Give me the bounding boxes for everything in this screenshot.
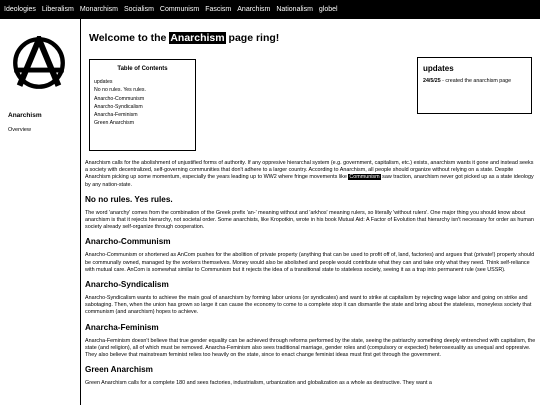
section-heading-anarcho-communism: Anarcho-Communism	[85, 237, 171, 247]
toc-link-anarcho-syndicalism[interactable]: Anarcho-Syndicalism	[94, 103, 143, 110]
main-content	[80, 19, 540, 405]
intro-highlight-link[interactable]: Communism	[349, 174, 380, 181]
table-of-contents	[89, 59, 196, 151]
toc-item	[94, 95, 191, 103]
page-title	[89, 32, 279, 44]
toc-item	[94, 111, 191, 119]
nav-item-communism[interactable]: Communism	[159, 6, 200, 13]
nav-item-globel[interactable]: globel	[318, 6, 338, 13]
update-date: 24/5/25	[423, 78, 441, 84]
section-heading-anarcho-syndicalism: Anarcho-Syndicalism	[85, 280, 169, 290]
section-heading-green-anarchism: Green Anarchism	[85, 365, 153, 375]
section-heading-rules: No no rules. Yes rules.	[85, 194, 173, 204]
toc-link-anarcha-feminism[interactable]: Anarcha-Feminism	[94, 112, 138, 119]
nav-item-socialism[interactable]: Socialism	[123, 6, 154, 13]
nav-item-liberalism[interactable]: Liberalism	[41, 6, 74, 13]
anarchy-symbol-icon	[12, 36, 66, 90]
toc-item	[94, 86, 191, 94]
toc-item	[94, 78, 191, 86]
page-title-suffix: page ring!	[225, 32, 280, 44]
sidebar-title: Anarchism	[8, 112, 42, 119]
update-entry	[423, 78, 526, 85]
nav-item-nationalism[interactable]: Nationalism	[276, 6, 313, 13]
toc-link-anarcho-communism[interactable]: Anarcho-Communism	[94, 95, 145, 102]
toc-item	[94, 103, 191, 111]
section-text-anarcho-syndicalism: Anarcho-Syndicalism wants to achieve the main goal of anarchism by forming labor unions (or syndicates) and want to strike at capitalism by rejecting wage labor and going on strike and sabotaging. Then, when the union has grown so large it can cause the economy to come to a complete stop it can dismantle the state and bring about the stateless, moneyless society that communism (and anarchism) hopes to achieve.	[85, 295, 532, 316]
update-text: - created the anarchism page	[440, 78, 512, 84]
toc-link-green-anarchism[interactable]: Green Anarchism	[94, 120, 135, 127]
section-text-anarcha-feminism: Anarcha-Feminism doesn't believe that true gender equality can be achieved through reforms performed by the state, seeing the patriarchy something deeply entrenched with capitalism, the state (and religion), all of which must be removed. Anarcha-Feminism also sees traditional marriage, gender roles and (compulsory or expected) heterosexuality as unequal and oppresive. They also believe that mainstream feminist relies too heavily on the state, since to enact change feminist ideas must first get through the government.	[85, 337, 536, 359]
section-heading-anarcha-feminism: Anarcha-Feminism	[85, 322, 159, 332]
updates-box	[417, 57, 532, 114]
section-text-green-anarchism: Green Anarchism calls for a complete 180 and sees factories, industrialism, urbanization and globalization as a whole as destructive. They want a	[85, 380, 432, 387]
article-body	[85, 160, 537, 393]
updates-title: updates	[423, 64, 454, 73]
top-nav	[0, 0, 540, 19]
page-title-prefix: Welcome to the	[89, 32, 170, 44]
nav-item-ideologies[interactable]: Ideologies	[4, 6, 36, 13]
section-text-rules: The word 'anarchy' comes from the combination of the Greek prefix 'an-' meaning without and 'arkhos' meaning rulers, so literally 'without rulers'. One major thing you should know about anarchism is that it rejects hierarchy, not societal order. Some anarchists, like Kropotkin, wrote in his book Mutual Aid: A Factor of Evolution that hierarchy isn't necessary for order as human society already self-organize through cooperation.	[85, 209, 534, 231]
nav-item-fascism[interactable]: Fascism	[205, 6, 232, 13]
toc-link-updates[interactable]: updates	[94, 79, 113, 85]
intro-paragraph	[85, 160, 537, 189]
nav-item-anarchism[interactable]: Anarchism	[237, 6, 271, 13]
toc-link-rules[interactable]: No no rules. Yes rules.	[94, 87, 146, 94]
intro-text-before: Anarchism calls for the abolishment of unjustified forms of authority. If any oppresive hierarchal system (e.g. government, capitalism, etc.) exists, anarchism wants it gone and instead seeks a society with decentralized, self-governing communities that don't adhere to a larger country. According to Anarchism, all people should organize without relying on a state. Despite Anarchism picking up some momentum, especially the years leading up to WW2 where fringe movements like	[85, 160, 534, 181]
sidebar	[0, 19, 80, 405]
toc-item	[94, 119, 191, 127]
page-title-highlight: Anarchism	[170, 32, 225, 44]
toc-title: Table of Contents	[117, 66, 168, 72]
sidebar-link-overview[interactable]: Overview	[8, 127, 31, 133]
section-text-anarcho-communism: Anarcho-Communism or shortened as AnCom pushes for the abolition of private property (anything that can be used to profit off of, land, factories) and argues that (private!) property should be communally owned, managed by the workers themselves. Money would also be abolished and people would contribute what they can and take only what they need. Think self-reliance with mutual care. AnCom is somewhat similar to Communism but it rejects the idea of a transitional state to stateless society, seeing it as a trap into permanent rule (see USSR).	[85, 252, 535, 273]
intro-text-after: saw traction, anarchism never got picked up as a state ideology by any nation-state.	[85, 174, 534, 188]
nav-item-monarchism[interactable]: Monarchism	[79, 6, 118, 13]
